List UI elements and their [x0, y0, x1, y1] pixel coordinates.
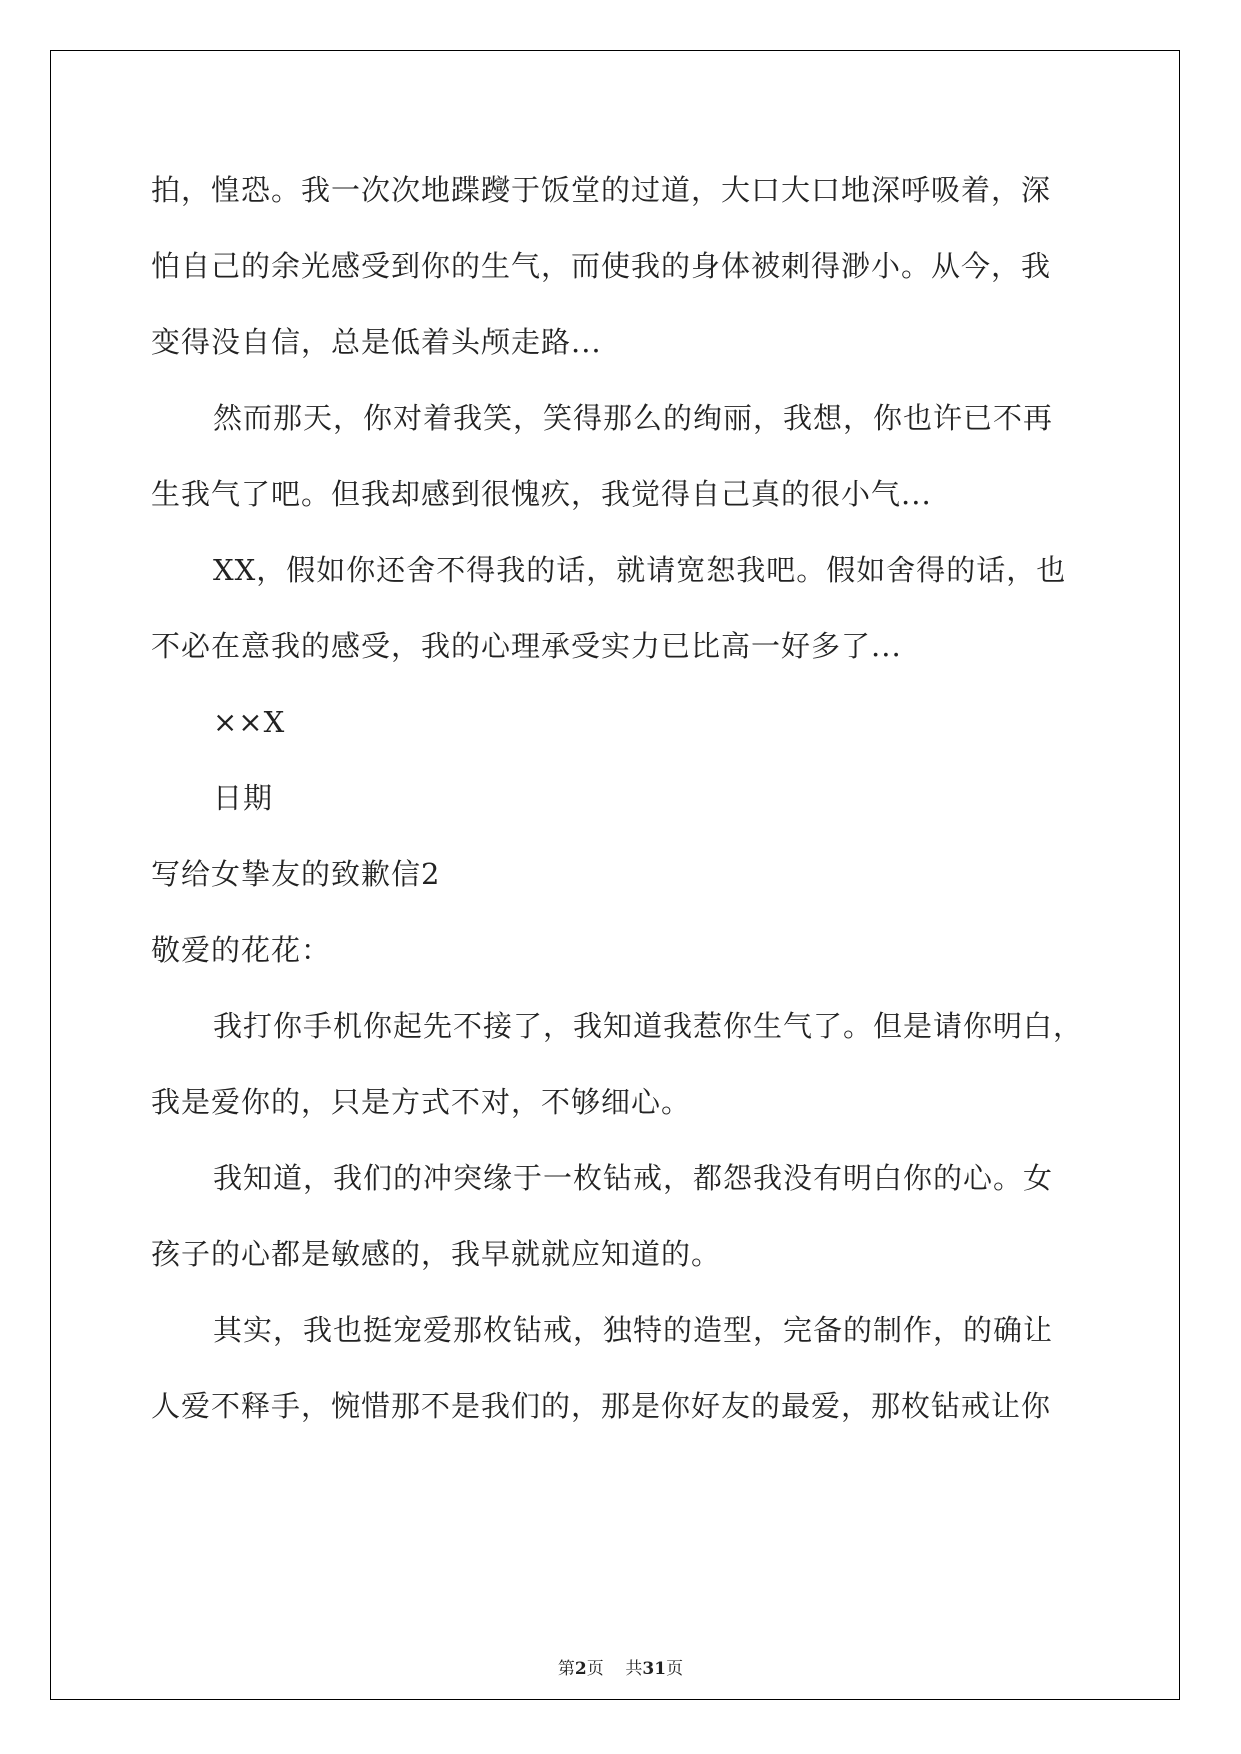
salutation: 敬爱的花花： — [151, 933, 332, 967]
paragraph-start: 我知道，我们的冲突缘于一枚钻戒，都怨我没有明白你的心。女 — [213, 1161, 1054, 1195]
footer-page-suffix: 页 — [586, 1659, 604, 1679]
text-line: 变得没自信，总是低着头颅走路... — [151, 325, 602, 359]
text-line: 孩子的心都是敏感的，我早就就应知道的。 — [151, 1237, 722, 1271]
paragraph-start: 其实，我也挺宠爱那枚钻戒，独特的造型，完备的制作，的确让 — [213, 1313, 1054, 1347]
page-footer — [0, 1658, 1241, 1680]
current-page-number: 2 — [574, 1659, 587, 1679]
footer-prefix: 第 — [557, 1659, 575, 1679]
text-line: 人爱不释手，惋惜那不是我们的，那是你好友的最爱，那枚钻戒让你 — [151, 1389, 1052, 1423]
total-page-number: 31 — [642, 1659, 667, 1679]
footer-total-prefix: 共 — [625, 1659, 643, 1679]
paragraph-start: 然而那天，你对着我笑，笑得那么的绚丽，我想，你也许已不再 — [213, 401, 1054, 435]
paragraph-start: 我打你手机你起先不接了，我知道我惹你生气了。但是请你明白， — [213, 1009, 1084, 1043]
footer-total-suffix: 页 — [666, 1659, 684, 1679]
text-line: 我是爱你的，只是方式不对，不够细心。 — [151, 1085, 692, 1119]
text-line: 生我气了吧。但我却感到很愧疚，我觉得自己真的很小气... — [151, 477, 932, 511]
text-line: 拍，惶恐。我一次次地蹀躞于饭堂的过道，大口大口地深呼吸着，深 — [151, 173, 1052, 207]
section-title: 写给女挚友的致歉信2 — [151, 857, 441, 891]
paragraph-start: XX，假如你还舍不得我的话，就请宽恕我吧。假如舍得的话，也 — [213, 553, 1067, 587]
signature: ××X — [213, 705, 286, 739]
date-line: 日期 — [213, 781, 274, 815]
text-line: 怕自己的余光感受到你的生气，而使我的身体被刺得渺小。从今，我 — [151, 249, 1052, 283]
text-line: 不必在意我的感受，我的心理承受实力已比高一好多了... — [151, 629, 902, 663]
